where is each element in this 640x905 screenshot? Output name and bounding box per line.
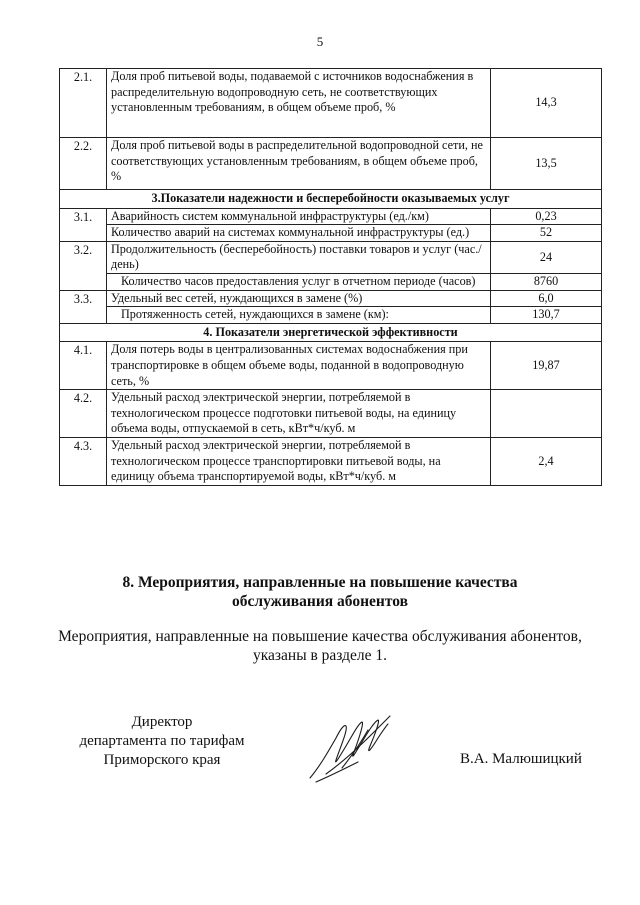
row-value: 6,0 — [491, 290, 602, 307]
signer-name: В.А. Малюшицкий — [460, 751, 582, 767]
row-description: Аварийность систем коммунальной инфраструктуры (ед./км) — [107, 208, 491, 225]
indicators-table — [59, 68, 602, 486]
row-value: 14,3 — [491, 69, 602, 138]
section-8-text-line: Мероприятия, направленные на повышение качества обслуживания абонентов, — [58, 628, 582, 645]
row-number: 4.2. — [60, 390, 107, 438]
row-description: Количество аварий на системах коммунальной инфраструктуры (ед.) — [107, 225, 491, 242]
row-value — [491, 390, 602, 438]
row-description: Удельный вес сетей, нуждающихся в замене (%) — [107, 290, 491, 307]
row-value: 19,87 — [491, 342, 602, 390]
table-row — [60, 390, 602, 438]
section-title: 3.Показатели надежности и бесперебойности оказываемых услуг — [60, 190, 602, 209]
table-row — [60, 208, 602, 225]
row-value: 130,7 — [491, 307, 602, 324]
table-row — [60, 290, 602, 307]
section-8-heading-line: обслуживания абонентов — [232, 593, 408, 610]
handwritten-signature — [306, 708, 396, 793]
signer-title-line: департамента по тарифам — [79, 733, 245, 749]
row-number: 4.3. — [60, 437, 107, 485]
section-8-heading — [0, 573, 640, 611]
signer-title — [62, 713, 262, 770]
row-value: 13,5 — [491, 138, 602, 190]
table-row — [60, 437, 602, 485]
row-description: Продолжительность (бесперебойность) поставки товаров и услуг (час./день) — [107, 241, 491, 273]
table-row — [60, 69, 602, 138]
row-description: Доля проб питьевой воды в распределительной водопроводной сети, не соответствующих установленным требованиям, в общем объеме проб, % — [107, 138, 491, 190]
row-description: Удельный расход электрической энергии, потребляемой в технологическом процессе транспортировки питьевой воды, на единицу объема транспортируемой воды, кВт*ч/куб. м — [107, 437, 491, 485]
row-value: 8760 — [491, 273, 602, 290]
table-row — [60, 307, 602, 324]
signer-title-line: Приморского края — [103, 752, 221, 768]
page-number: 5 — [316, 34, 324, 49]
section-8-text — [40, 627, 600, 665]
row-number: 3.2. — [60, 241, 107, 290]
row-description: Количество часов предоставления услуг в отчетном периоде (часов) — [107, 273, 491, 290]
section-8-heading-line: 8. Мероприятия, направленные на повышение качества — [122, 574, 518, 591]
table-row — [60, 342, 602, 390]
table-row — [60, 241, 602, 273]
section-row — [60, 323, 602, 342]
section-title: 4. Показатели энергетической эффективности — [60, 323, 602, 342]
row-value: 2,4 — [491, 437, 602, 485]
row-number: 4.1. — [60, 342, 107, 390]
row-description: Доля потерь воды в централизованных системах водоснабжения при транспортировке в общем объеме воды, поданной в водопроводную сеть, % — [107, 342, 491, 390]
row-number: 2.2. — [60, 138, 107, 190]
signer-title-line: Директор — [131, 714, 193, 730]
row-value: 0,23 — [491, 208, 602, 225]
row-number: 3.3. — [60, 290, 107, 323]
table-row — [60, 138, 602, 190]
row-description: Протяженность сетей, нуждающихся в замене (км): — [107, 307, 491, 324]
row-value: 24 — [491, 241, 602, 273]
section-row — [60, 190, 602, 209]
row-value: 52 — [491, 225, 602, 242]
table-row — [60, 273, 602, 290]
row-number: 3.1. — [60, 208, 107, 241]
row-description: Удельный расход электрической энергии, потребляемой в технологическом процессе подготовки питьевой воды, на единицу объема воды, отпускаемой в сеть, кВт*ч/куб. м — [107, 390, 491, 438]
row-number: 2.1. — [60, 69, 107, 138]
row-description: Доля проб питьевой воды, подаваемой с источников водоснабжения в распределительную водопроводную сеть, не соответствующих установленным требованиям, в общем объеме проб, % — [107, 69, 491, 138]
section-8-text-line: указаны в разделе 1. — [252, 647, 388, 664]
table-row — [60, 225, 602, 242]
